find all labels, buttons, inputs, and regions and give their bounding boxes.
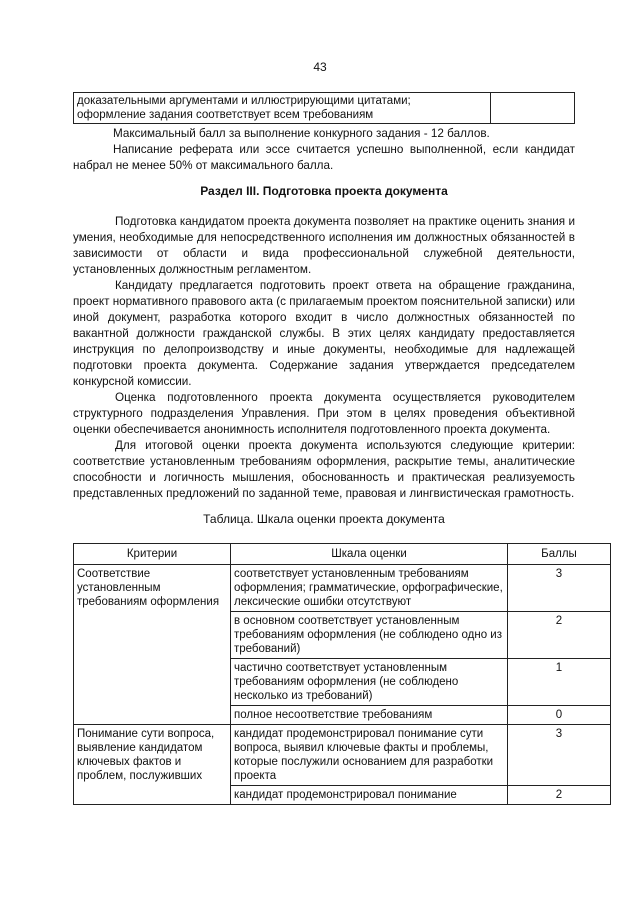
points-cell: 3 bbox=[508, 565, 611, 612]
table-cell-empty bbox=[491, 93, 575, 124]
header-points: Баллы bbox=[508, 544, 611, 565]
header-criteria: Критерии bbox=[74, 544, 231, 565]
max-score-text: Максимальный балл за выполнение конкурного задания - 12 баллов. bbox=[113, 127, 490, 140]
criterion-cell: Соответствие установленным требованиям оформления bbox=[74, 565, 231, 725]
points-cell: 2 bbox=[508, 612, 611, 659]
paragraph: Кандидату предлагается подготовить проект ответа на обращение гражданина, проект нормативного правового акта (с прилагаемым проектом пояснительной записки) или иной документ, разработка которого входит в число должностных обязанностей по вакантной должности гражданской службы. В этих целях кандидату предоставляется инструкция по делопроизводству и иные документы, необходимые для надлежащей подготовки проекта документа. Содержание задания утверждается председателем конкурсной комиссии. bbox=[73, 279, 575, 388]
assessment-table bbox=[73, 543, 611, 805]
points-cell: 1 bbox=[508, 659, 611, 706]
header-scale: Шкала оценки bbox=[231, 544, 508, 565]
page-number: 43 bbox=[313, 60, 327, 74]
cell-line: доказательными аргументами и иллюстрирующими цитатами; bbox=[77, 95, 411, 107]
scale-cell: кандидат продемонстрировал понимание bbox=[231, 786, 508, 805]
points-cell: 3 bbox=[508, 725, 611, 786]
paragraph: Оценка подготовленного проекта документа осуществляется руководителем структурного подразделения Управления. При этом в целях проведения объективной оценки обеспечивается анонимность исполнителя подготовленного проекта документа. bbox=[73, 391, 575, 436]
scale-cell: кандидат продемонстрировал понимание сути вопроса, выявил ключевые факты и проблемы, которые послужили основанием для разработки проекта bbox=[231, 725, 508, 786]
table-row bbox=[74, 565, 611, 612]
previous-table-fragment bbox=[73, 92, 575, 124]
scale-cell: соответствует установленным требованиям оформления; грамматические, орфографические, лексические ошибки отсутствуют bbox=[231, 565, 508, 612]
paragraph: Подготовка кандидатом проекта документа позволяет на практике оценить знания и умения, необходимые для непосредственного исполнения им должностных обязанностей в зависимости от области и вида профессиональной служебной деятельности, установленных должностным регламентом. bbox=[73, 215, 575, 276]
scale-cell: частично соответствует установленным требованиям оформления (не соблюдено несколько из требований) bbox=[231, 659, 508, 706]
table-header-row bbox=[74, 544, 611, 565]
section-title: Раздел III. Подготовка проекта документа bbox=[200, 184, 448, 198]
criterion-cell: Понимание сути вопроса, выявление кандидатом ключевых фактов и проблем, послуживших bbox=[74, 725, 231, 805]
cell-line: оформление задания соответствует всем требованиям bbox=[77, 109, 374, 121]
paragraph: Для итоговой оценки проекта документа используются следующие критерии: соответствие установленным требованиям оформления, раскрытие темы, аналитические способности и логичность мышления, обоснованность и практическая реализуемость представленных предложений по заданной теме, правовая и лингвистическая грамотность. bbox=[73, 439, 575, 500]
points-cell: 0 bbox=[508, 706, 611, 725]
table-row bbox=[74, 725, 611, 786]
table-cell bbox=[74, 93, 491, 124]
scale-cell: полное несоответствие требованиям bbox=[231, 706, 508, 725]
table-caption: Таблица. Шкала оценки проекта документа bbox=[203, 512, 445, 526]
essay-text: Написание реферата или эссе считается успешно выполненной, если кандидат набрал не менее 50% от максимального балла. bbox=[73, 143, 575, 172]
scale-cell: в основном соответствует установленным требованиям оформления (не соблюдено одно из требований) bbox=[231, 612, 508, 659]
table-row bbox=[74, 93, 575, 124]
points-cell: 2 bbox=[508, 786, 611, 805]
